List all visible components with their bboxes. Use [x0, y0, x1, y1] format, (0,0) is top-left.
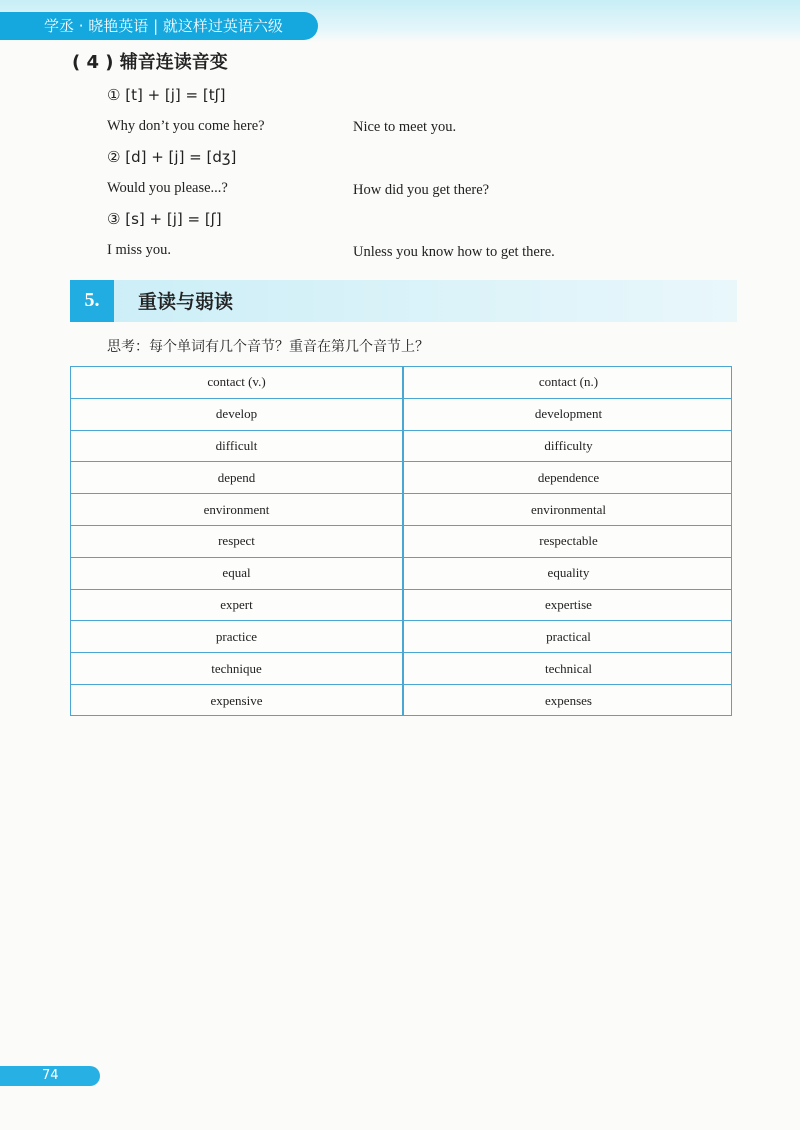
table-cell-right: development — [534, 406, 603, 422]
table-row — [71, 431, 731, 463]
table-cell-left: respect — [218, 533, 255, 549]
section-5-number: 5. — [70, 280, 114, 322]
section-5-title: 重读与弱读 — [138, 291, 234, 313]
rule-2: ② [d] + [j] = [dʒ] — [107, 148, 237, 166]
rule-2-example-left: Would you please...? — [107, 180, 228, 196]
word-table — [70, 366, 732, 716]
table-cell-right: expenses — [545, 692, 592, 708]
table-row — [71, 653, 731, 685]
table-cell-left: practice — [215, 628, 258, 644]
table-cell-left: contact (v.) — [207, 374, 266, 390]
question-text: 思考：每个单词有几个音节？重音在第几个音节上？ — [107, 339, 429, 355]
table-row — [71, 590, 731, 622]
rule-1-example-right: Nice to meet you. — [353, 119, 457, 135]
table-cell-left: technique — [211, 660, 262, 676]
table-row — [71, 621, 731, 653]
table-row — [71, 462, 731, 494]
section-4-title: ( 4 ) 辅音连读音变 — [72, 52, 228, 73]
table-row — [71, 526, 731, 558]
table-cell-left: difficult — [215, 437, 258, 453]
table-cell-right: equality — [547, 565, 590, 581]
book-title-tab: 学丞 · 晓艳英语 | 就这样过英语六级 — [0, 12, 318, 40]
rule-3: ③ [s] + [j] = [ʃ] — [107, 210, 222, 228]
rule-2-example-right: How did you get there? — [353, 182, 490, 198]
rule-1-example-left: Why don’t you come here? — [107, 118, 265, 134]
rule-3-example-right: Unless you know how to get there. — [353, 244, 555, 260]
table-cell-right: difficulty — [544, 437, 593, 453]
table-cell-right: environmental — [530, 501, 607, 517]
table-cell-right: practical — [546, 628, 591, 644]
table-cell-right: contact (n.) — [538, 374, 599, 390]
table-cell-left: develop — [215, 406, 258, 422]
table-row — [71, 367, 731, 399]
table-row — [71, 558, 731, 590]
table-cell-left: environment — [203, 501, 270, 517]
table-cell-left: expensive — [210, 692, 263, 708]
table-cell-right: technical — [545, 660, 592, 676]
rule-3-example-left: I miss you. — [107, 242, 172, 258]
table-row — [71, 685, 731, 717]
table-cell-left: equal — [222, 565, 251, 581]
table-cell-right: expertise — [545, 596, 592, 612]
table-cell-left: depend — [217, 469, 256, 485]
rule-1: ① [t] + [j] = [tʃ] — [107, 86, 226, 104]
table-cell-right: dependence — [537, 469, 600, 485]
table-cell-right: respectable — [539, 533, 598, 549]
page-number: 74 — [0, 1066, 100, 1086]
table-cell-left: expert — [220, 596, 253, 612]
table-row — [71, 399, 731, 431]
table-row — [71, 494, 731, 526]
